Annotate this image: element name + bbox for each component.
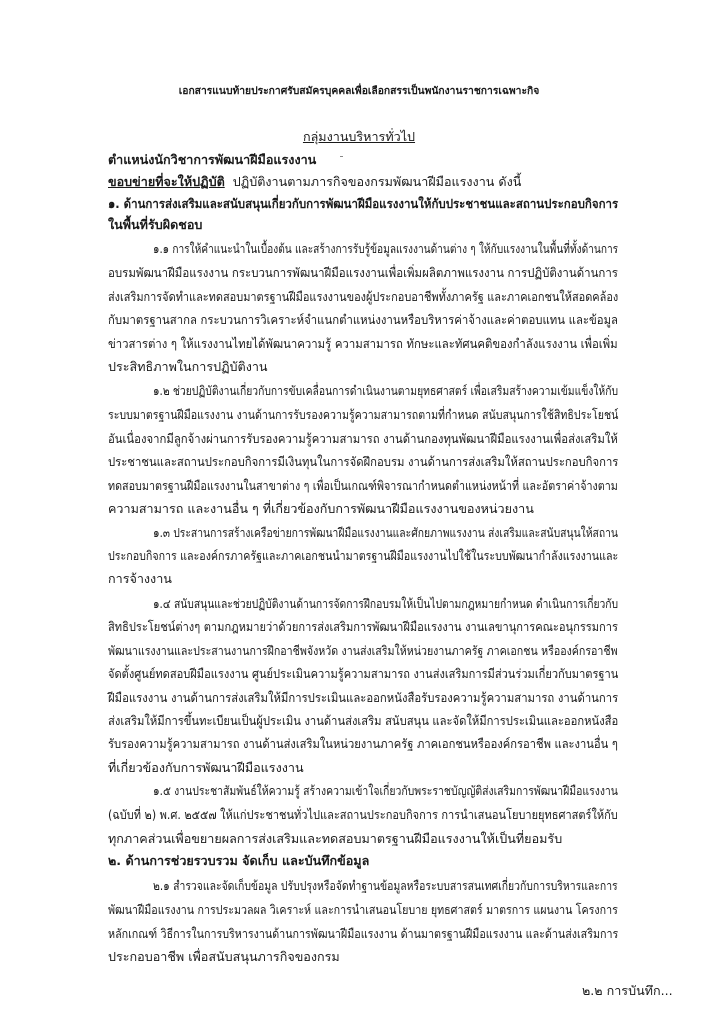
para-1-1-line: ข่าวสารต่าง ๆ ให้แรงงานไทยได้พัฒนาความรู้ ความสามารถ ทักษะและทัศนคติของกำลังแรงงาน เพื่อเพิ่ม [108,336,618,351]
para-1-4-line: จัดตั้งศูนย์ทดสอบฝีมือแรงงาน ศูนย์ประเมินความรู้ความสามารถ งานส่งเสริมการมีส่วนร่วมเกี่ยวกับมาตรฐาน [108,666,619,681]
para-1-4-line: รับรองความรู้ความสามารถ งานด้านส่งเสริมในหน่วยงานภาครัฐ ภาคเอกชนหรือองค์กรอาชีพ และงานอื่น ๆ [108,736,618,751]
para-1-5-line: ๑.๕ งานประชาสัมพันธ์ให้ความรู้ สร้างความเข้าใจเกี่ยวกับพระราชบัญญัติส่งเสริมการพัฒนาฝีมือแรงงาน [153,783,618,798]
para-1-2-line: ระบบมาตรฐานฝีมือแรงงาน งานด้านการรับรองความรู้ความสามารถตามที่กำหนด สนับสนุนการใช้สิทธิประโยชน์ [108,407,619,422]
scope-line [108,174,521,190]
section-2-heading: ๒. ด้านการช่วยรวบรวม จัดเก็บ และบันทึกข้อมูล [108,853,370,868]
para-1-4-line: สิทธิประโยชน์ต่างๆ ตามกฎหมายว่าด้วยการส่งเสริมการพัฒนาฝีมือแรงงาน งานเลขานุการคณะอนุกรรมการ [108,619,618,634]
para-1-1-line: ส่งเสริมการจัดทำและทดสอบมาตรฐานฝีมือแรงงานของผู้ประกอบอาชีพทั้งภาครัฐ และภาคเอกชนให้สอดคล้อง [108,289,619,304]
para-1-2-line: ๑.๒ ช่วยปฏิบัติงานเกี่ยวกับการขับเคลื่อนการดำเนินงานตามยุทธศาสตร์ เพื่อเสริมสร้างความเข้มแข็งให้กับ [153,383,619,398]
para-1-4-line: ส่งเสริมให้มีการขึ้นทะเบียนเป็นผู้ประเมิน งานด้านส่งเสริม สนับสนุน และจัดให้มีการประเมินและออกหนังสือ [108,713,619,728]
para-1-3-line: การจ้างงาน [108,571,172,586]
document-title: เอกสารแนบท้ายประกาศรับสมัครบุคคลเพื่อเลือกสรรเป็นพนักงานราชการเฉพาะกิจ [178,85,540,97]
para-1-2-line: อันเนื่องจากมีลูกจ้างผ่านการรับรองความรู้ความสามารถ งานด้านกองทุนพัฒนาฝีมือแรงงานเพื่อส่งเสริมให้ [108,431,618,446]
para-2-1-line: ประกอบอาชีพ เพื่อสนับสนุนภารกิจของกรม [108,949,340,964]
scan-mark [340,156,343,157]
para-1-3-line: ๑.๓ ประสานการสร้างเครือข่ายการพัฒนาฝีมือแรงงานและศักยภาพแรงงาน ส่งเสริมและสนับสนุนให้สถาน [153,525,618,540]
para-2-1-line: ๒.๑ สำรวจและจัดเก็บข้อมูล ปรับปรุงหรือจัดทำฐานข้อมูลหรือระบบสารสนเทศเกี่ยวกับการบริหารและการ [153,878,618,893]
para-1-2-line: ประชาชนและสถานประกอบกิจการมีเงินทุนในการจัดฝึกอบรม งานด้านการส่งเสริมให้สถานประกอบกิจการ [108,454,619,469]
para-1-4-line: ๑.๔ สนับสนุนและช่วยปฏิบัติงานด้านการจัดการฝึกอบรมให้เป็นไปตามกฎหมายกำหนด ดำเนินการเกี่ยวกับ [153,596,619,611]
para-1-1-line: อบรมพัฒนาฝีมือแรงงาน กระบวนการพัฒนาฝีมือแรงงานเพื่อเพิ่มผลิตภาพแรงงาน การปฏิบัติงานด้านการ [108,265,618,280]
para-1-4-line: ฝีมือแรงงาน งานด้านการส่งเสริมให้มีการประเมินและออกหนังสือรับรองความรู้ความสามารถ งานด้านการ [108,690,619,705]
para-1-5-line: (ฉบับที่ ๒) พ.ศ. ๒๕๕๗ ให้แก่ประชาชนทั่วไปและสถานประกอบกิจการ การนำเสนอนโยบายยุทธศาสตร์ให้กับ [108,807,618,822]
para-1-1-line: ๑.๑ การให้คำแนะนำในเบื้องต้น และสร้างการรับรู้ข้อมูลแรงงานด้านต่าง ๆ ให้กับแรงงานในพื้นที่ทั้งด้านการ [153,241,619,256]
position-title: ตำแหน่งนักวิชาการพัฒนาฝีมือแรงงาน [108,152,317,167]
para-1-3-line: ประกอบกิจการ และองค์กรภาครัฐและภาคเอกชนนำมาตรฐานฝีมือแรงงานไปใช้ในระบบพัฒนากำลังแรงงานและ [108,548,619,563]
para-1-1-line: กับมาตรฐานสากล กระบวนการวิเคราะห์จำแนกตำแหน่งงานหรือบริหารค่าจ้างและค่าตอบแทน และข้อมูล [108,312,619,327]
para-2-1-line: หลักเกณฑ์ วิธีการในการบริหารงานด้านการพัฒนาฝีมือแรงงาน ด้านมาตรฐานฝีมือแรงงาน และด้านส่งเสริมการ [108,926,619,941]
para-1-4-line: ที่เกี่ยวข้องกับการพัฒนาฝีมือแรงงาน [108,760,304,775]
para-1-4-line: พัฒนาแรงงานและประสานงานการฝึกอาชีพจังหวัด งานส่งเสริมให้หน่วยงานภาครัฐ ภาคเอกชน หรือองค์กรอาชีพ [108,643,618,658]
scope-text: ปฏิบัติงานตามภารกิจของกรมพัฒนาฝีมือแรงงาน ดังนี้ [232,174,522,189]
group-heading: กลุ่มงานบริหารทั่วไป [302,129,416,144]
para-1-2-line: ทดสอบมาตรฐานฝีมือแรงงานในสาขาต่าง ๆ เพื่อเป็นเกณฑ์พิจารณากำหนดตำแหน่งหน้าที่ และอัตราค่าจ้างตาม [108,478,618,493]
footer-continuation: ๒.๒ การบันทึก... [582,983,673,998]
section-1-heading: ๑. ด้านการส่งเสริมและสนับสนุนเกี่ยวกับการพัฒนาฝีมือแรงงานให้กับประชาชนและสถานประกอบกิจการ [108,196,619,211]
para-1-1-line: ประสิทธิภาพในการปฏิบัติงาน [108,359,268,374]
scope-label: ขอบข่ายที่จะให้ปฏิบัติ [108,174,225,189]
para-2-1-line: พัฒนาฝีมือแรงงาน การประมวลผล วิเคราะห์ และการนำเสนอนโยบาย ยุทธศาสตร์ มาตรการ แผนงาน โครงการ [108,902,618,917]
para-1-5-line: ทุกภาคส่วนเพื่อขยายผลการส่งเสริมและทดสอบมาตรฐานฝีมือแรงงานให้เป็นที่ยอมรับ [108,831,563,846]
section-1-heading-cont: ในพื้นที่รับผิดชอบ [108,217,203,232]
para-1-2-line: ความสามารถ และงานอื่น ๆ ที่เกี่ยวข้องกับการพัฒนาฝีมือแรงงานของหน่วยงาน [108,501,534,516]
